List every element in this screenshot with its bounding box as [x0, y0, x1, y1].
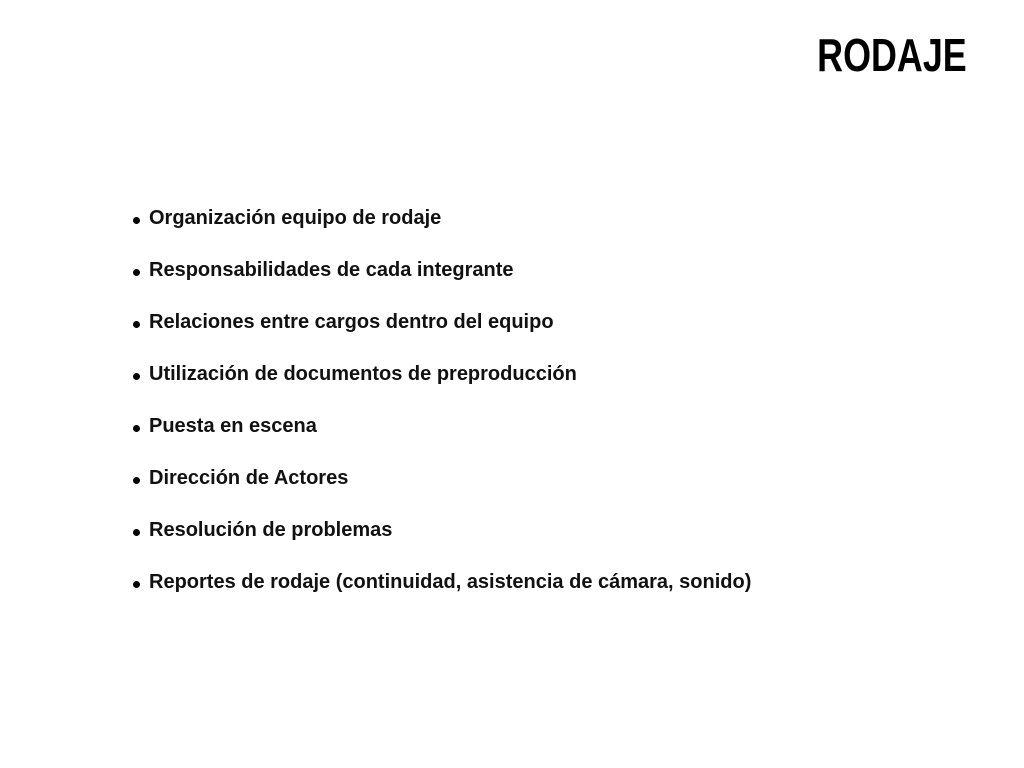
bullet-dot-icon	[133, 373, 140, 380]
bullet-text: Organización equipo de rodaje	[149, 206, 442, 229]
list-item	[133, 556, 751, 608]
bullet-dot-icon	[133, 425, 140, 432]
list-item	[133, 348, 751, 400]
bullet-list	[133, 192, 751, 608]
slide-title: RODAJE	[817, 29, 967, 81]
bullet-dot-icon	[133, 581, 140, 588]
bullet-text: Dirección de Actores	[149, 466, 349, 489]
list-item	[133, 244, 751, 296]
list-item	[133, 296, 751, 348]
bullet-dot-icon	[133, 217, 140, 224]
list-item	[133, 192, 751, 244]
list-item	[133, 504, 751, 556]
bullet-text: Responsabilidades de cada integrante	[149, 258, 514, 281]
bullet-text: Reportes de rodaje (continuidad, asistencia de cámara, sonido)	[149, 570, 752, 593]
bullet-dot-icon	[133, 477, 140, 484]
list-item	[133, 400, 751, 452]
bullet-dot-icon	[133, 529, 140, 536]
list-item	[133, 452, 751, 504]
bullet-text: Puesta en escena	[149, 414, 317, 437]
bullet-text: Relaciones entre cargos dentro del equipo	[149, 310, 554, 333]
bullet-dot-icon	[133, 321, 140, 328]
bullet-dot-icon	[133, 269, 140, 276]
bullet-text: Resolución de problemas	[149, 518, 393, 541]
bullet-text: Utilización de documentos de preproducción	[149, 362, 577, 385]
